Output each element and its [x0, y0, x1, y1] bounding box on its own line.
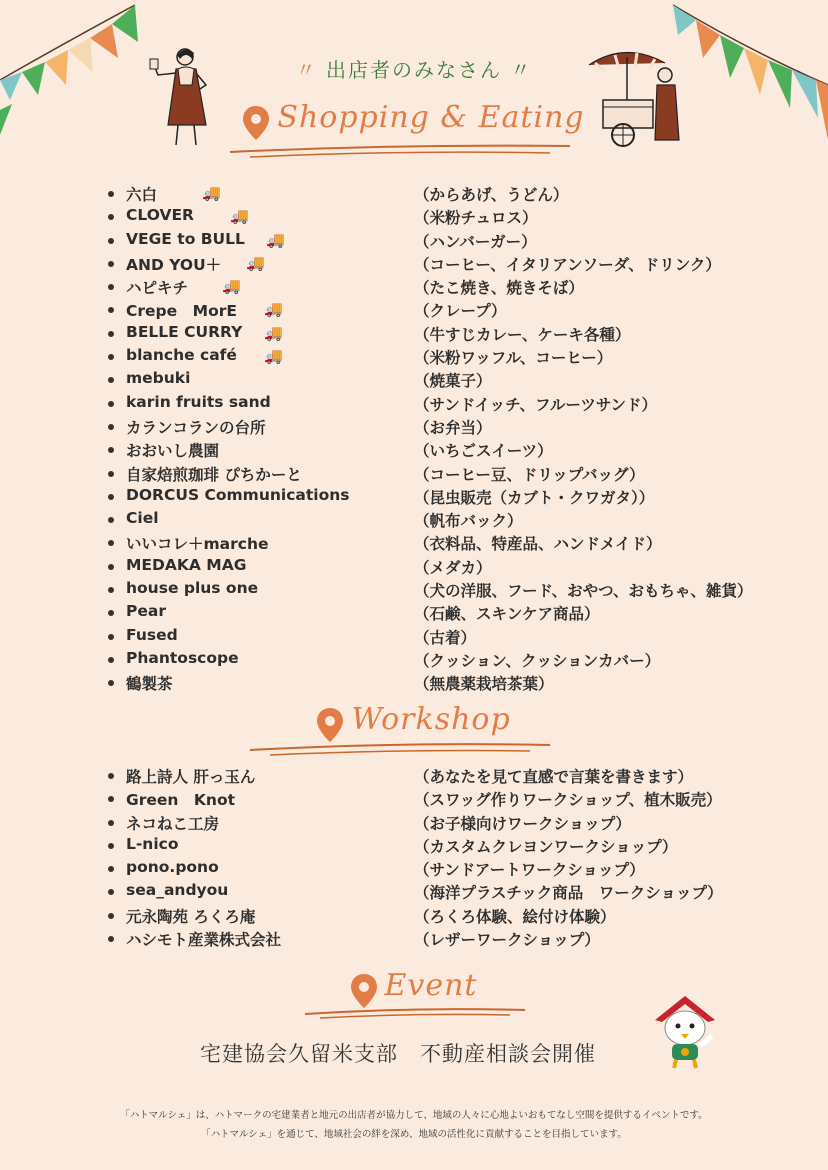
vendor-description: （海洋プラスチック商品 ワークショップ） — [414, 884, 723, 903]
vendor-name: Fused — [126, 625, 178, 644]
workshop-title-underline — [250, 740, 550, 760]
food-truck-icon: 🚚 — [222, 277, 241, 296]
workshop-section-heading — [0, 702, 828, 742]
vendor-name: Pear — [126, 602, 166, 621]
vendor-description: （牛すじカレー、ケーキ各種） — [414, 325, 631, 344]
map-pin-icon — [243, 106, 269, 140]
bullet-icon — [108, 540, 114, 546]
bullet-icon — [108, 354, 114, 360]
food-truck-icon: 🚚 — [266, 230, 285, 249]
page-title — [0, 54, 828, 83]
vendor-name: ハシモト産業株式会社 — [126, 931, 282, 950]
vendor-description: （からあげ、うどん） — [414, 186, 569, 204]
bullet-icon — [108, 377, 114, 383]
vendor-description: （コーヒー豆、ドリップバッグ） — [414, 465, 645, 484]
vendor-name: BELLE CURRY — [126, 322, 243, 341]
vendor-name: 路上詩人 肝っ玉ん — [126, 768, 256, 786]
vendor-description: （お弁当） — [414, 418, 492, 437]
vendor-name: AND YOU＋ — [126, 255, 222, 274]
vendor-description: （無農薬栽培茶葉） — [414, 675, 554, 694]
vendor-description: （レザーワークショップ） — [414, 931, 600, 950]
bullet-icon — [108, 307, 114, 313]
vendor-name: 六白 — [126, 186, 158, 204]
food-truck-icon: 🚚 — [264, 347, 283, 366]
vendor-name: カランコランの台所 — [126, 418, 266, 437]
vendor-description: （サンドアートワークショップ） — [414, 861, 645, 880]
vendor-name: 鶴製茶 — [126, 675, 173, 694]
vendor-name: pono.pono — [126, 858, 219, 877]
vendor-name: いいコレ＋marche — [126, 535, 269, 554]
vendor-description: （ハンバーガー） — [414, 232, 537, 251]
vendor-name: karin fruits sand — [126, 392, 271, 411]
vendor-description: （クッション、クッションカバー） — [414, 651, 661, 670]
vendor-description: （石鹸、スキンケア商品） — [414, 605, 600, 624]
bullet-icon — [108, 447, 114, 453]
vendor-description: （コーヒー、イタリアンソーダ、ドリンク） — [414, 255, 721, 274]
bullet-icon — [108, 634, 114, 640]
food-truck-icon: 🚚 — [264, 323, 283, 342]
vendor-description: （古着） — [414, 628, 477, 647]
bullet-icon — [108, 657, 114, 663]
workshop-section-title: Workshop — [351, 702, 511, 737]
event-section-title: Event — [384, 968, 478, 1003]
bullet-icon — [108, 331, 114, 337]
mascot-illustration — [650, 992, 720, 1072]
food-truck-icon: 🚚 — [246, 253, 265, 272]
bullet-icon — [108, 494, 114, 500]
bullet-icon — [108, 238, 114, 244]
bullet-icon — [108, 610, 114, 616]
footer-line-1: 「ハトマルシェ」は、ハトマークの宅建業者と地元の出店者が協力して、地域の人々に心地よいおもてなし空間を提供するイベントです。 — [120, 1110, 708, 1121]
bullet-icon — [108, 401, 114, 407]
bullet-icon — [108, 820, 114, 826]
vendor-name: Phantoscope — [126, 648, 239, 667]
vendor-name: 自家焙煎珈琲 ぴちかーと — [126, 465, 302, 484]
event-description: 宅建協会久留米支部 不動産相談会開催 — [200, 1042, 596, 1066]
bullet-icon — [108, 866, 114, 872]
bullet-icon — [108, 796, 114, 802]
map-pin-icon — [317, 708, 343, 742]
shopping-title-underline — [230, 140, 570, 160]
vendor-description: （メダカ） — [414, 558, 492, 577]
vendor-description: （犬の洋服、フード、おやつ、おもちゃ、雑貨） — [414, 582, 753, 601]
vendor-name: VEGE to BULL — [126, 229, 245, 248]
vendor-description: （帆布バック） — [414, 512, 523, 531]
sparkle-left-icon: 〃 — [295, 58, 326, 82]
bullet-icon — [108, 564, 114, 570]
bullet-icon — [108, 889, 114, 895]
vendor-name: ネコねこ工房 — [126, 814, 220, 833]
bullet-icon — [108, 936, 114, 942]
bullet-icon — [108, 191, 114, 197]
vendor-description: （たこ焼き、焼きそば） — [414, 279, 584, 298]
bullet-icon — [108, 517, 114, 523]
map-pin-icon — [351, 974, 377, 1008]
shopping-section-heading — [0, 100, 828, 140]
vendor-name: DORCUS Communications — [126, 485, 350, 504]
bullet-icon — [108, 773, 114, 779]
shopping-section-title: Shopping & Eating — [277, 100, 585, 135]
food-truck-icon: 🚚 — [230, 207, 249, 226]
vendor-name: Green Knot — [126, 791, 236, 810]
bullet-icon — [108, 587, 114, 593]
vendor-name: mebuki — [126, 369, 191, 388]
bullet-icon — [108, 261, 114, 267]
page-title-text: 出店者のみなさん — [326, 58, 502, 82]
bullet-icon — [108, 680, 114, 686]
event-title-underline — [305, 1004, 525, 1022]
vendor-description: （お子様向けワークショップ） — [414, 814, 631, 833]
vendor-name: Crepe MorE — [126, 302, 237, 321]
vendor-description: （いちごスイーツ） — [414, 442, 553, 461]
vendor-description: （昆虫販売（カブト・クワガタ）） — [414, 488, 655, 507]
vendor-name: house plus one — [126, 579, 259, 598]
bullet-icon — [108, 284, 114, 290]
vendor-name: 元永陶苑 ろくろ庵 — [126, 907, 256, 926]
vendor-name: blanche café — [126, 346, 237, 365]
footer-line-2: 「ハトマルシェ」を通じて、地域社会の絆を深め、地域の活性化に貢献することを目指しています。 — [201, 1129, 627, 1140]
vendor-description: （クレープ） — [414, 302, 507, 321]
vendor-description: （米粉ワッフル、コーヒー） — [414, 349, 613, 368]
vendor-name: CLOVER — [126, 206, 194, 225]
vendor-description: （あなたを見て直感で言葉を書きます） — [414, 768, 694, 786]
bullet-icon — [108, 471, 114, 477]
footer-note — [0, 1106, 828, 1144]
vendor-description: （ろくろ体験、絵付け体験） — [414, 907, 616, 926]
vendor-name: MEDAKA MAG — [126, 555, 247, 574]
vendor-description: （焼菓子） — [414, 372, 492, 391]
vendor-description: （カスタムクレヨンワークショップ） — [414, 837, 678, 856]
sparkle-right-icon: 〃 — [502, 58, 533, 82]
vendor-name: sea_andyou — [126, 881, 229, 900]
food-truck-icon: 🚚 — [264, 300, 283, 319]
bullet-icon — [108, 843, 114, 849]
vendor-name: ハピキチ — [126, 279, 189, 298]
vendor-description: （サンドイッチ、フルーツサンド） — [414, 395, 658, 414]
bullet-icon — [108, 424, 114, 430]
vendor-description: （米粉チュロス） — [414, 209, 538, 228]
vendor-name: Ciel — [126, 509, 159, 528]
vendor-name: おおいし農園 — [126, 442, 220, 461]
vendor-description: （スワッグ作りワークショップ、植木販売） — [414, 791, 722, 810]
vendor-description: （衣料品、特産品、ハンドメイド） — [414, 535, 662, 554]
bullet-icon — [108, 214, 114, 220]
bullet-icon — [108, 913, 114, 919]
food-truck-icon: 🚚 — [202, 184, 221, 202]
vendor-name: L-nico — [126, 834, 179, 853]
